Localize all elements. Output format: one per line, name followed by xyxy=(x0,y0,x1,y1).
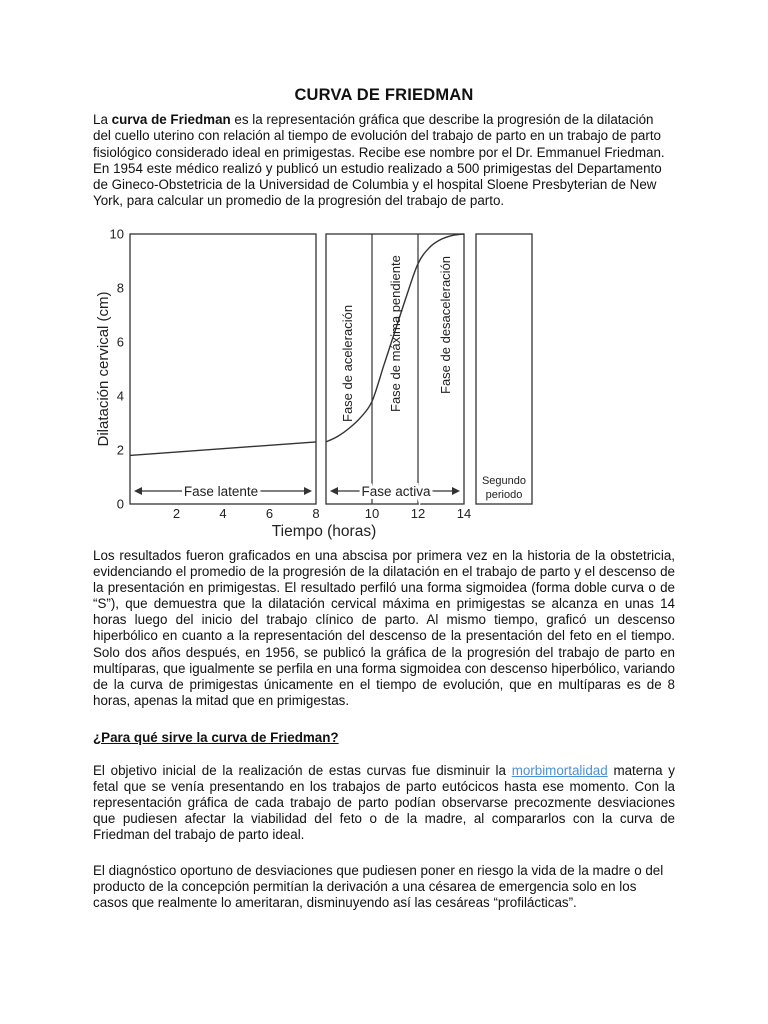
x-tick-label: 6 xyxy=(265,506,274,521)
friedman-chart-svg xyxy=(92,226,542,546)
x-tick-labels xyxy=(173,506,471,521)
active-phase-label: Fase activa xyxy=(361,484,431,499)
intro-lead: La xyxy=(93,112,112,127)
latent-phase-line xyxy=(130,442,316,456)
acceleration-phase-label: Fase de aceleración xyxy=(340,304,355,422)
intro-paragraph xyxy=(93,112,671,210)
x-tick-label: 14 xyxy=(456,506,472,521)
objective-paragraph xyxy=(93,763,675,843)
y-tick-label: 0 xyxy=(116,496,124,512)
y-tick-label: 4 xyxy=(116,388,124,404)
x-axis-label: Tiempo (horas) xyxy=(271,523,377,540)
second-stage-panel-frame xyxy=(476,234,532,504)
y-tick-label: 8 xyxy=(116,280,124,296)
x-tick-label: 2 xyxy=(172,506,181,521)
x-tick-label: 10 xyxy=(364,506,380,521)
y-tick-label: 6 xyxy=(116,334,124,350)
max-slope-phase-label: Fase de máxima pendiente xyxy=(388,255,403,412)
diagnosis-paragraph: El diagnóstico oportuno de desviaciones que pudiesen poner en riesgo la vida de la madre o del producto de la concepción permitían la derivación a una césarea de emergencia solo en los casos que realmente lo ameritaran, disminuyendo así las cesáreas “profilácticas”. xyxy=(93,863,664,911)
x-tick-label: 12 xyxy=(410,506,426,521)
objective-after: materna y fetal que se venía presentando en los trabajos de parto eutócicos hasta ese momento. Con la representación gráfica de cada trabajo de parto podían observarse precozmente desviaciones que pudiesen afectar la viabilidad del feto o de la madre, al compararlos con la curva de Friedman del trabajo de parto ideal. xyxy=(93,763,675,843)
latent-panel-frame xyxy=(130,234,316,504)
x-tick-label: 4 xyxy=(219,506,227,521)
intro-bold-term: curva de Friedman xyxy=(111,112,231,127)
morbimortalidad-link[interactable]: morbimortalidad xyxy=(511,763,608,778)
page-title: CURVA DE FRIEDMAN xyxy=(294,86,474,104)
second-stage-label-line2: periodo xyxy=(485,489,523,501)
latent-phase-label: Fase latente xyxy=(183,484,259,499)
results-paragraph: Los resultados fueron graficados en una abscisa por primera vez en la historia de la obstetricia, evidenciando el promedio de la progresión de la dilatación en el trabajo de parto y el descenso de la presentación en primigestas. El resultado perfiló una forma sigmoidea (forma doble curva o de “S”), que demuestra que la dilatación cervical máxima en primigestas se alcanza en unas 14 horas luego del inicio del trabajo clínico de parto. Al mismo tiempo, graficó un descenso hiperbólico en cuanto a la representación del descenso de la presentación del feto en el tiempo. Solo dos años después, en 1956, se publicó la gráfica de la progresión del trabajo de parto en multíparas, que igualmente se perfila en una forma sigmoidea con descenso hiperbólico, variando de la curva de primigestas únicamente en el tiempo de evolución, que en multíparas es de 8 horas, apenas la mitad que en primigestas. xyxy=(93,548,675,708)
deceleration-phase-label: Fase de desaceleración xyxy=(438,255,453,394)
y-tick-label: 2 xyxy=(116,442,124,458)
y-axis-label: Dilatación cervical (cm) xyxy=(95,291,112,447)
friedman-chart xyxy=(92,226,542,546)
objective-before: El objetivo inicial de la realización de estas curvas fue disminuir la xyxy=(93,763,512,778)
intro-rest: es la representación gráfica que describe la progresión de la dilatación del cuello uterino con relación al tiempo de evolución del trabajo de parto en un trabajo de parto fisiológico considerado ideal en primigestas. Recibe ese nombre por el Dr. Emmanuel Friedman. En 1954 este médico realizó y publicó un estudio realizado a 500 primigestas del Departamento de Gineco-Obstetricia de la Universidad de Columbia y el hospital Sloene Presbyterian de New York, para calcular un promedio de la progresión del trabajo de parto. xyxy=(93,112,665,209)
x-tick-label: 8 xyxy=(312,506,320,521)
second-stage-label-line1: Segundo xyxy=(481,475,527,487)
y-tick-label: 10 xyxy=(109,226,124,242)
section-heading: ¿Para qué sirve la curva de Friedman? xyxy=(93,730,339,745)
